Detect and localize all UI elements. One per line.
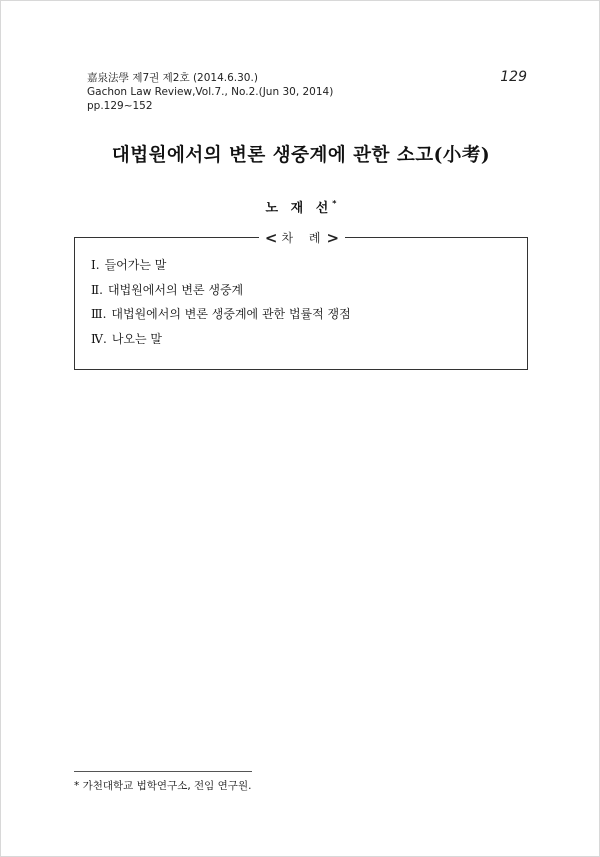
toc-item-label: 대법원에서의 변론 생중계	[107, 282, 244, 297]
footnote-divider	[74, 771, 252, 772]
toc-item	[91, 327, 351, 352]
article-author	[1, 197, 600, 216]
author-name: 노 재 선	[265, 201, 333, 216]
toc-item-label: 나오는 말	[111, 331, 162, 346]
toc-list	[91, 253, 351, 351]
toc-item-number: Ⅰ.	[91, 258, 100, 272]
toc-left-bracket: <	[264, 229, 278, 247]
toc-item-label: 대법원에서의 변론 생중계에 관한 법률적 쟁점	[111, 307, 351, 321]
journal-english-citation: Gachon Law Review,Vol.7., No.2.(Jun 30, 2014)	[87, 86, 334, 98]
toc-item-label: 들어가는 말	[104, 258, 167, 272]
article-title: 대법원에서의 변론 생중계에 관한 소고(小考)	[111, 145, 491, 166]
toc-right-bracket: >	[326, 229, 340, 247]
page-number: 129	[500, 69, 527, 85]
journal-korean-citation: 嘉泉法學 제7권 제2호 (2014.6.30.)	[87, 72, 258, 84]
table-of-contents	[74, 229, 528, 370]
author-footnote: * 가천대학교 법학연구소, 전임 연구원.	[74, 780, 252, 792]
toc-heading	[259, 228, 345, 248]
toc-item-number: Ⅳ.	[91, 331, 107, 346]
toc-item	[91, 253, 351, 278]
toc-heading-label: 차 례	[281, 231, 327, 245]
toc-item	[91, 278, 351, 303]
journal-meta	[87, 71, 333, 113]
author-footnote-mark: *	[332, 199, 337, 208]
page-range: pp.129~152	[87, 100, 153, 112]
toc-item-number: Ⅲ.	[91, 307, 107, 321]
toc-item-number: Ⅱ.	[91, 282, 103, 297]
toc-item	[91, 302, 351, 327]
